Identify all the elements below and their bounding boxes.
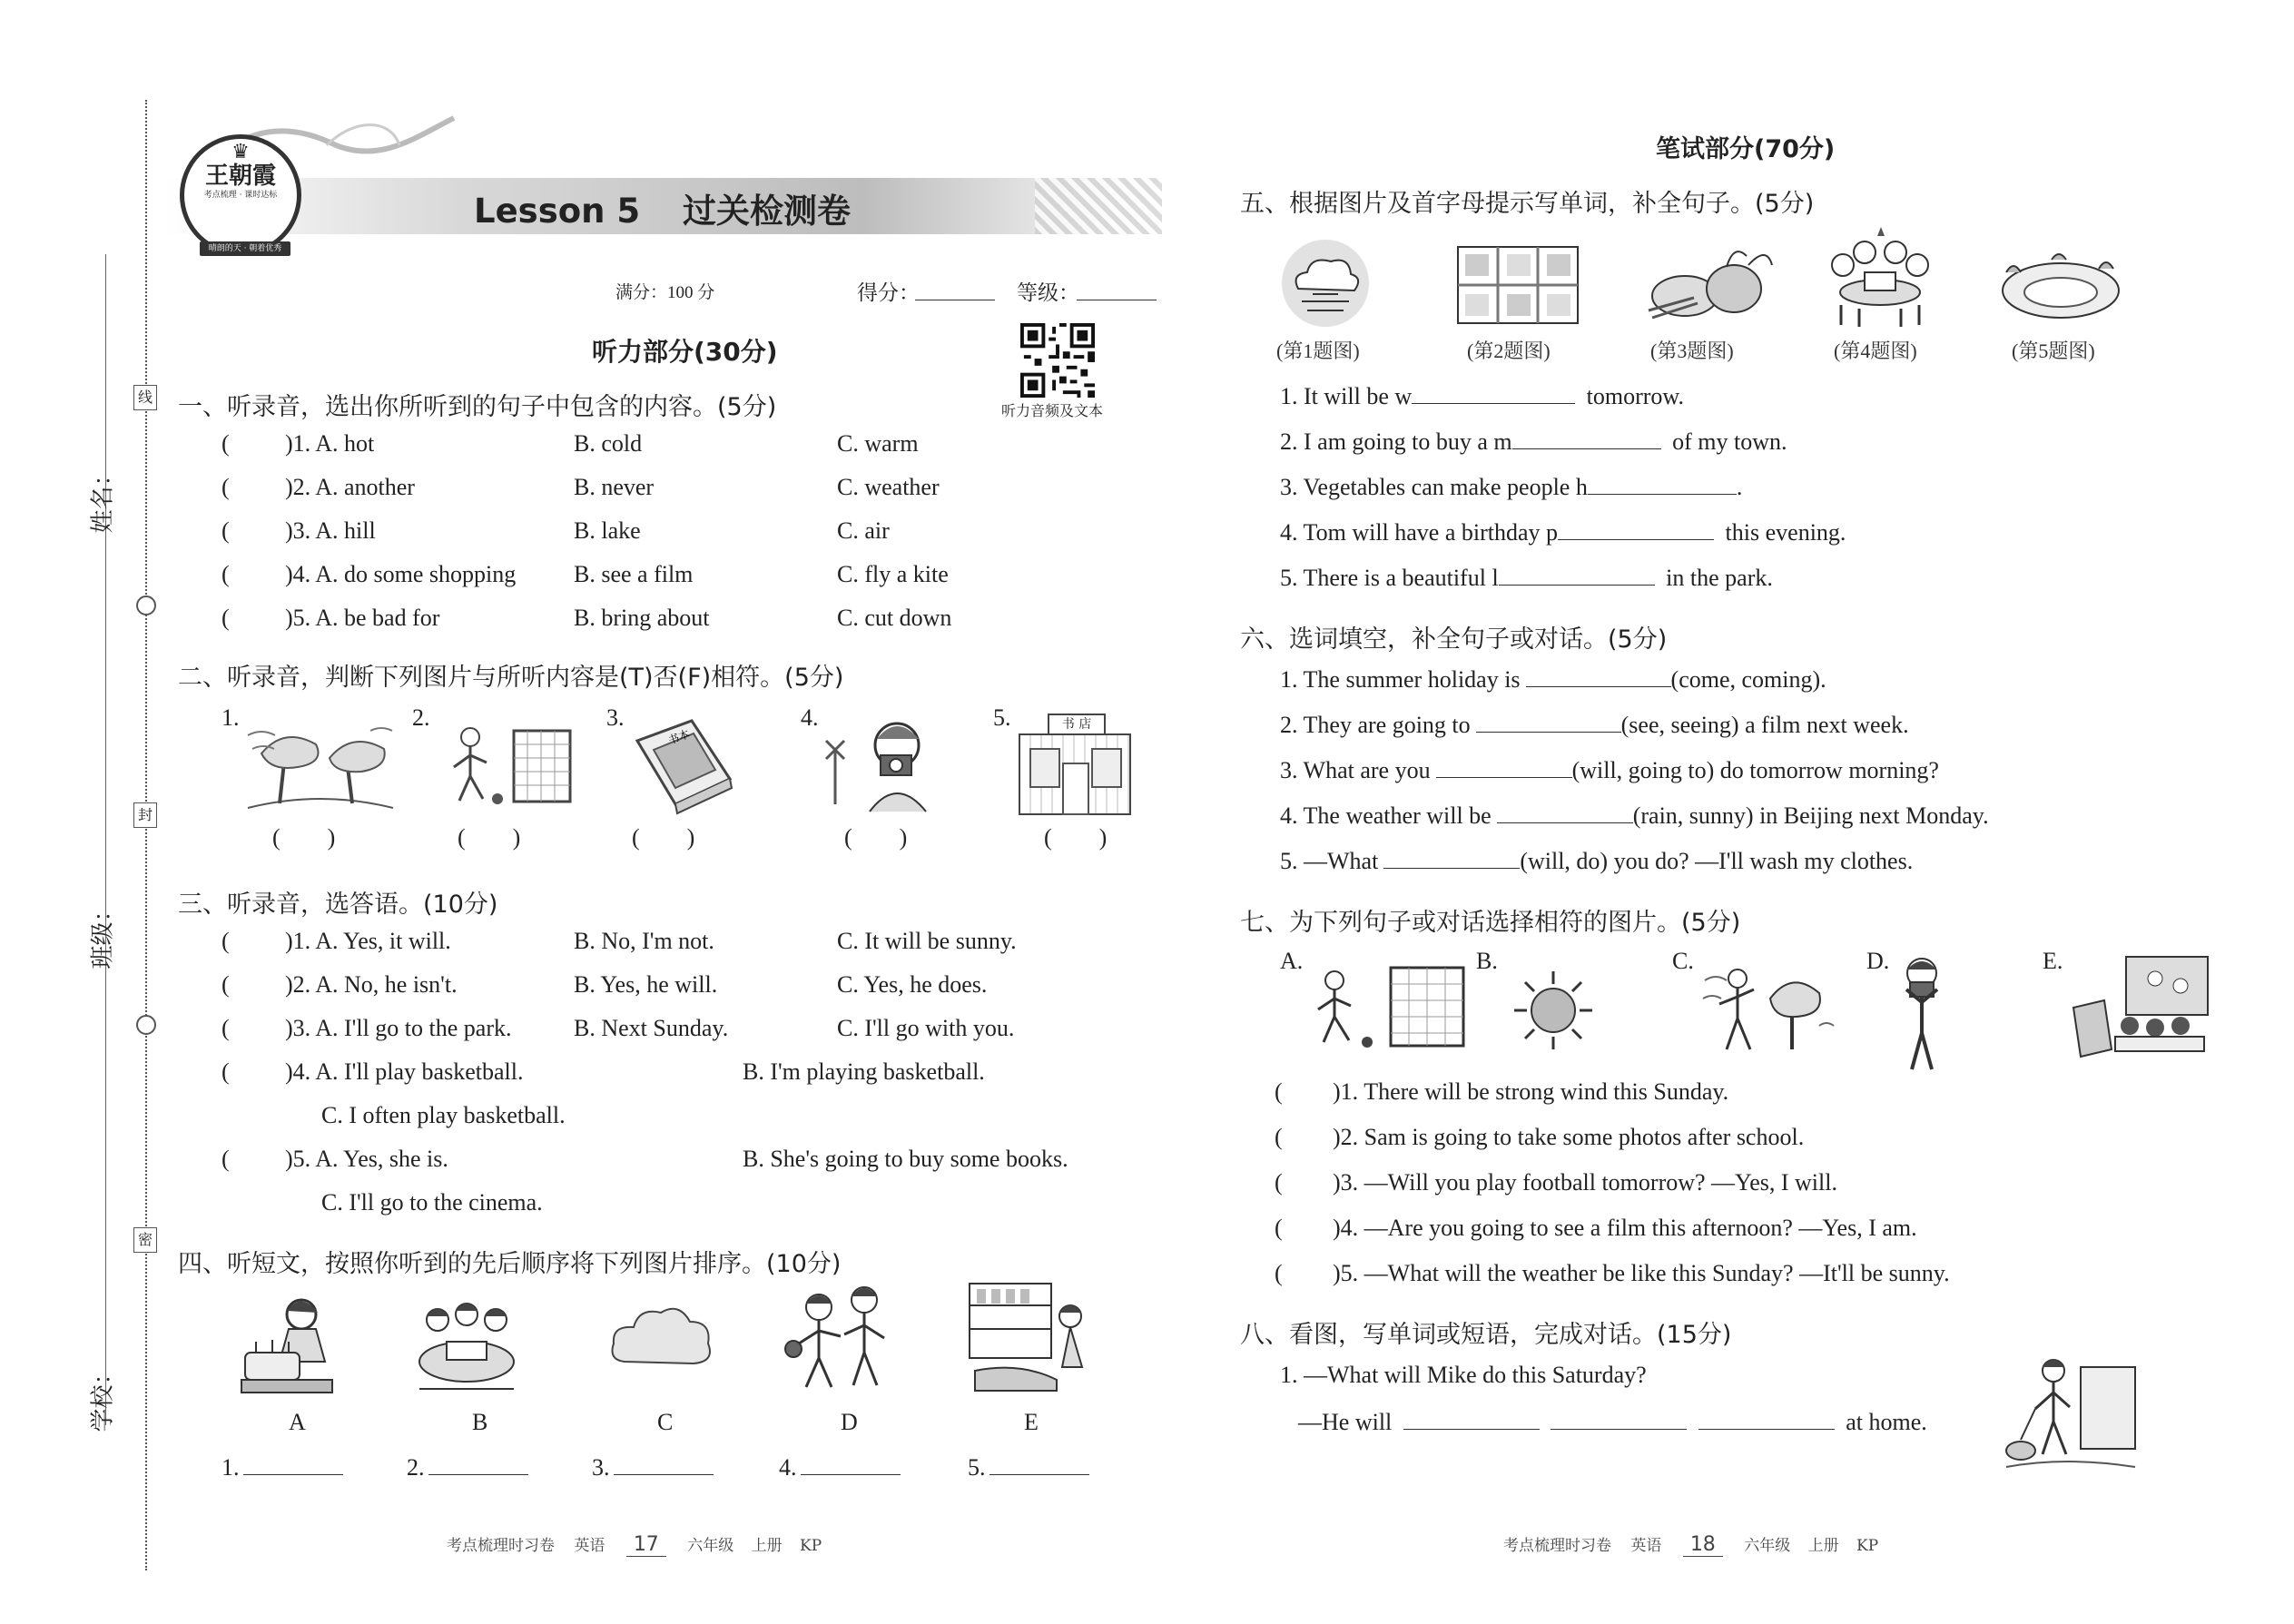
friends-party-picture — [410, 1289, 523, 1398]
option-b: B. cold — [574, 430, 643, 457]
sec2-num-3: 3. — [606, 704, 625, 731]
answer-paren[interactable]: ( — [222, 1146, 230, 1172]
answer-paren[interactable]: ( — [222, 1015, 230, 1041]
sec4-letter-a: A — [289, 1409, 306, 1435]
sec7-letter-b: B. — [1476, 948, 1498, 974]
sec3-heading: 三、听录音，选答语。(10分) — [178, 891, 498, 919]
option-c: C. cut down — [837, 605, 952, 631]
option-a: )2. A. No, he isn't. — [285, 971, 458, 998]
sec3-item-5 — [222, 1146, 1068, 1216]
option-c: C. weather — [837, 474, 940, 500]
sec6-heading: 六、选词填空，补全句子或对话。(5分) — [1240, 625, 1668, 654]
brand-logo-text: 王朝霞 — [204, 162, 276, 189]
fill-blank[interactable] — [1412, 381, 1575, 404]
sec5-caption-5: (第5题图) — [2012, 340, 2095, 362]
binding-mark-feng: 封 — [133, 802, 157, 828]
class-label: 班级： — [89, 898, 117, 969]
town-map-picture — [1456, 245, 1580, 325]
footer-grade: 六年级 — [687, 1537, 734, 1555]
answer-paren[interactable]: ( — [222, 1058, 230, 1085]
option-b: B. lake — [574, 517, 641, 544]
sec7-heading: 七、为下列句子或对话选择相符的图片。(5分) — [1240, 909, 1741, 937]
sec7-item-5: ( )5. —What will the weather be like this Sunday? —It'll be sunny. — [1275, 1260, 1950, 1286]
option-a: )3. A. hill — [285, 517, 376, 544]
option-c: C. fly a kite — [837, 561, 949, 587]
binding-ornament-1 — [136, 595, 156, 615]
footer-page-number: 17 — [626, 1533, 666, 1557]
qr-code-icon[interactable] — [1020, 323, 1095, 398]
lesson-name: 过关检测卷 — [683, 192, 851, 231]
sec7-letter-a: A. — [1280, 948, 1304, 974]
option-c: C. air — [837, 517, 890, 544]
full-score: 满分：100 分 — [615, 283, 715, 302]
option-c: C. I often play basketball. — [321, 1102, 566, 1128]
sec1-item-5 — [222, 605, 952, 632]
sec7-letter-e: E. — [2043, 948, 2063, 974]
sec6-item-4: 4. The weather will be (rain, sunny) in Beijing next Monday. — [1280, 802, 1989, 829]
sec2-num-1: 1. — [222, 704, 240, 731]
binding-ornament-2 — [136, 1015, 156, 1035]
fill-blank[interactable] — [1551, 1407, 1687, 1430]
basketball-kids-picture — [781, 1280, 899, 1398]
answer-paren[interactable]: ( — [1275, 1124, 1283, 1150]
binding-dotted-line — [145, 100, 147, 1570]
binding-mark-mi: 密 — [133, 1227, 157, 1253]
option-c: C. warm — [837, 430, 919, 457]
option-a: )1. A. Yes, it will. — [285, 928, 451, 954]
option-a: )5. A. Yes, she is. — [285, 1146, 448, 1172]
name-label: 姓名： — [89, 462, 117, 534]
sec1-item-4 — [222, 561, 949, 588]
answer-paren[interactable]: ( — [222, 430, 230, 457]
binding-mark-xian: 线 — [133, 385, 157, 410]
footer-book: 考点梳理时习卷 — [447, 1537, 555, 1555]
sec7-letter-c: C. — [1672, 948, 1694, 974]
sec3-item-1 — [222, 928, 1017, 955]
cloud-picture — [606, 1298, 715, 1380]
sec8-question-1: 1. —What will Mike do this Saturday? — [1280, 1362, 1647, 1388]
sec6-item-2: 2. They are going to (see, seeing) a film next week. — [1280, 712, 1909, 738]
windy-boy-picture — [1701, 962, 1837, 1057]
sec4-letter-b: B — [472, 1409, 488, 1435]
footer-subject: 英语 — [1630, 1537, 1662, 1555]
sec4-order-2[interactable]: 2. — [407, 1452, 528, 1481]
answer-paren[interactable]: ( — [222, 605, 230, 631]
sec5-item-4: 4. Tom will have a birthday p this evening. — [1280, 519, 1846, 546]
sec3-item-3 — [222, 1015, 1015, 1042]
option-a: )2. A. another — [285, 474, 415, 500]
brand-ribbon: 晴朗的天 · 朝着优秀 — [200, 241, 290, 256]
footer-edition: KP — [800, 1537, 822, 1555]
lesson-number: Lesson 5 — [474, 192, 641, 231]
sec7-letter-d: D. — [1866, 948, 1890, 974]
sec2-heading: 二、听录音，判断下列图片与所听内容是(T)否(F)相符。(5分) — [178, 664, 844, 692]
book-picture — [628, 714, 737, 819]
sec7-item-3: ( )3. —Will you play football tomorrow? —Yes, I will. — [1275, 1169, 1837, 1196]
footer-right — [1503, 1532, 1878, 1556]
crown-icon: ♛ — [231, 141, 250, 163]
footer-subject: 英语 — [574, 1537, 605, 1555]
sec5-item-3: 3. Vegetables can make people h . — [1280, 474, 1743, 500]
sec1-item-3 — [222, 517, 890, 545]
cinema-picture — [2068, 951, 2213, 1060]
sec2-num-4: 4. — [801, 704, 819, 731]
sec6-item-3: 3. What are you (will, going to) do tomorrow morning? — [1280, 757, 1939, 783]
football-goal-picture — [443, 717, 579, 817]
answer-paren[interactable]: ( — [222, 561, 230, 587]
sec3-item-2 — [222, 971, 988, 999]
option-b: B. Yes, he will. — [574, 971, 718, 998]
option-a: )4. A. do some shopping — [285, 561, 517, 587]
footer-edition: KP — [1856, 1537, 1879, 1555]
footer-page-number: 18 — [1683, 1533, 1723, 1557]
fill-blank[interactable] — [1512, 427, 1661, 449]
bookshop-building — [1019, 733, 1131, 815]
fill-blank[interactable] — [1526, 664, 1671, 687]
windy-trees-picture — [243, 717, 398, 817]
sec8-answer-1: —He will at home. — [1298, 1409, 1927, 1435]
option-a: )1. A. hot — [285, 430, 375, 457]
sec4-order-3[interactable]: 3. — [592, 1452, 714, 1481]
camera-boy-picture — [824, 714, 942, 819]
answer-paren[interactable]: ( — [222, 971, 230, 998]
brand-logo-sub: 考点梳理 · 课时达标 — [203, 191, 278, 200]
sec5-item-2: 2. I am going to buy a m of my town. — [1280, 428, 1787, 455]
sec1-heading: 一、听录音，选出你所听到的句子中包含的内容。(5分) — [178, 393, 777, 421]
sec4-letter-d: D — [841, 1409, 858, 1435]
footer-book: 考点梳理时习卷 — [1503, 1537, 1611, 1555]
sec7-item-4: ( )4. —Are you going to see a film this afternoon? —Yes, I am. — [1275, 1215, 1917, 1241]
book-label: 书本 — [666, 727, 692, 747]
fill-blank[interactable] — [1476, 710, 1621, 733]
option-b: B. I'm playing basketball. — [743, 1058, 985, 1085]
answer-paren[interactable]: ( — [1275, 1169, 1283, 1196]
sec3-item-4 — [222, 1058, 985, 1128]
birthday-cake-picture — [238, 1289, 347, 1398]
sec2-answer-1[interactable]: ( ) — [272, 824, 336, 851]
option-b: B. Next Sunday. — [574, 1015, 729, 1041]
sec2-answer-4[interactable]: ( ) — [844, 824, 908, 851]
score-label: 得分： — [857, 281, 920, 305]
qr-caption: 听力音频及文本 — [1001, 404, 1104, 419]
footer-grade: 六年级 — [1744, 1537, 1791, 1555]
sec5-caption-3: (第3题图) — [1650, 340, 1734, 362]
listening-title: 听力部分(30分) — [592, 337, 778, 367]
option-c: C. Yes, he does. — [837, 971, 988, 998]
grade-label: 等级： — [1017, 281, 1079, 305]
fill-blank[interactable] — [1383, 846, 1520, 869]
answer-paren[interactable]: ( — [1275, 1215, 1283, 1241]
bookshop-sign: 书 店 — [1048, 714, 1106, 735]
sec4-letter-e: E — [1024, 1409, 1039, 1435]
option-b: B. She's going to buy some books. — [743, 1146, 1068, 1172]
option-a: )3. A. I'll go to the park. — [285, 1015, 512, 1041]
option-b: B. see a film — [574, 561, 694, 587]
sec2-num-5: 5. — [993, 704, 1011, 731]
binding-solid-line — [105, 254, 106, 1425]
fill-blank[interactable] — [1558, 517, 1714, 540]
lesson-title — [474, 183, 851, 232]
sec5-item-1: 1. It will be w tomorrow. — [1280, 383, 1685, 409]
footer-term: 上册 — [751, 1537, 783, 1555]
answer-paren[interactable]: ( — [222, 474, 230, 500]
title-banner-checker — [1035, 178, 1162, 234]
sec7-item-1: ( )1. There will be strong wind this Sunday. — [1275, 1078, 1729, 1105]
sec4-order-4[interactable]: 4. — [779, 1452, 901, 1481]
sec5-caption-4: (第4题图) — [1834, 340, 1917, 362]
fill-blank[interactable] — [1436, 755, 1572, 778]
answer-paren[interactable]: ( — [222, 517, 230, 544]
sec5-caption-2: (第2题图) — [1467, 340, 1551, 362]
fill-blank[interactable] — [1588, 472, 1737, 495]
option-c: C. I'll go with you. — [837, 1015, 1015, 1041]
sec4-letter-c: C — [657, 1409, 674, 1435]
lake-picture — [1997, 245, 2124, 325]
sec5-heading: 五、根据图片及首字母提示写单词，补全句子。(5分) — [1240, 190, 1815, 218]
shopping-picture — [966, 1280, 1093, 1398]
sec8-heading: 八、看图，写单词或短语，完成对话。(15分) — [1240, 1321, 1732, 1349]
football-goal-picture-a — [1307, 962, 1471, 1053]
sec6-item-1: 1. The summer holiday is (come, coming). — [1280, 666, 1826, 693]
birthday-party-picture — [1823, 227, 1937, 329]
sec2-answer-2[interactable]: ( ) — [458, 824, 521, 851]
sun-icon — [1512, 969, 1594, 1051]
footer-term: 上册 — [1807, 1537, 1839, 1555]
sec7-item-2: ( )2. Sam is going to take some photos after school. — [1275, 1124, 1805, 1150]
school-label: 学校： — [89, 1361, 117, 1432]
option-c: C. It will be sunny. — [837, 928, 1017, 954]
vegetables-picture — [1639, 238, 1776, 325]
answer-paren[interactable]: ( — [222, 928, 230, 954]
sec2-answer-3[interactable]: ( ) — [632, 824, 695, 851]
sec2-num-2: 2. — [412, 704, 430, 731]
fill-blank[interactable] — [1403, 1407, 1540, 1430]
sec4-heading: 四、听短文，按照你听到的先后顺序将下列图片排序。(10分) — [178, 1250, 842, 1278]
sec4-order-1[interactable]: 1. — [222, 1452, 343, 1481]
brand-logo — [180, 134, 301, 256]
vacuum-cleaning-picture — [2003, 1349, 2139, 1472]
option-b: B. never — [574, 474, 655, 500]
sec4-order-5[interactable]: 5. — [968, 1452, 1089, 1481]
fill-blank[interactable] — [1497, 801, 1633, 823]
sec2-answer-5[interactable]: ( ) — [1044, 824, 1108, 851]
answer-paren[interactable]: ( — [1275, 1078, 1283, 1105]
fill-blank[interactable] — [1499, 563, 1655, 586]
fill-blank[interactable] — [1698, 1407, 1835, 1430]
answer-paren[interactable]: ( — [1275, 1260, 1283, 1286]
written-title: 笔试部分(70分) — [1656, 135, 1836, 163]
bookshop-picture — [1015, 714, 1133, 815]
photo-boy-picture — [1890, 955, 1954, 1073]
option-b: B. bring about — [574, 605, 710, 631]
sec6-item-5: 5. —What (will, do) you do? —I'll wash my clothes. — [1280, 848, 1914, 874]
sec1-item-2 — [222, 474, 940, 501]
option-a: )5. A. be bad for — [285, 605, 440, 631]
sec1-item-1 — [222, 430, 919, 458]
wind-cloud-picture — [1280, 238, 1371, 329]
option-a: )4. A. I'll play basketball. — [285, 1058, 524, 1085]
sec5-item-5: 5. There is a beautiful l in the park. — [1280, 565, 1773, 591]
footer-left — [447, 1532, 822, 1556]
option-c: C. I'll go to the cinema. — [321, 1189, 543, 1216]
sec5-caption-1: (第1题图) — [1276, 340, 1360, 362]
option-b: B. No, I'm not. — [574, 928, 714, 954]
